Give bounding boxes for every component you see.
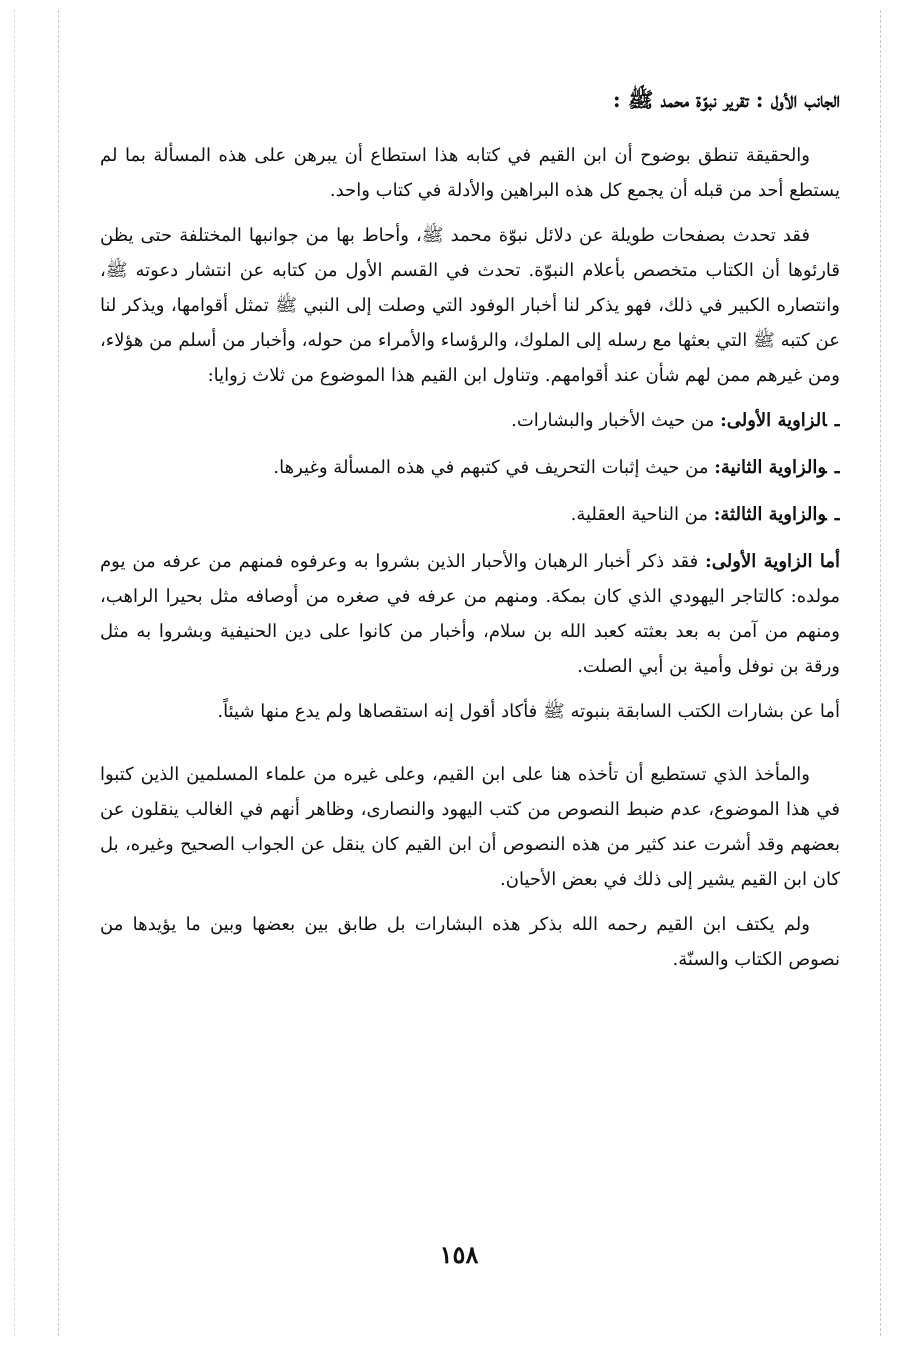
scan-border-outer: [14, 10, 15, 1336]
angle-item-3: [100, 497, 840, 532]
angle-text: من حيث إثبات التحريف في كتبهم في هذه المسألة وغيرها.: [273, 457, 709, 478]
angle-label: والزاوية الثالثة:: [713, 504, 827, 525]
angle-dash: ـ: [834, 457, 840, 478]
first-angle-text: فقد ذكر أخبار الرهبان والأحبار الذين بشروا به وعرفوه فمنهم من عرفه من يوم مولده: كالتاجر اليهودي الذي كان بمكة. ومنهم من عرفه في صغره من أوصافه مثل بحيرا الراهب، ومنهم من آمن به بعد بعثته كعبد الله بن سلام، وأخبار من كانوا على دين الحنيفية وبشروا به مثل ورقة بن نوفل وأمية بن أبي الصلت.: [100, 551, 841, 677]
page-number: ١٥٨: [439, 1240, 479, 1269]
angles-list: [100, 403, 840, 532]
angle-item-2: [100, 450, 840, 485]
scan-border-right: [880, 10, 881, 1336]
angle-label: والزاوية الثانية:: [714, 457, 827, 478]
section-heading-title: : تقرير نبوّة محمد ﷺ :: [612, 87, 764, 112]
angle-text: من حيث الأخبار والبشارات.: [511, 410, 715, 431]
paragraph-evidence: فقد تحدث بصفحات طويلة عن دلائل نبوّة محمد ﷺ، وأحاط بها من جوانبها المختلفة حتى يظن قارئوها أن الكتاب متخصص بأعلام النبوّة. تحدث في القسم الأول من كتابه عن انتشار دعوته ﷺ، وانتصاره الكبير في ذلك، فهو يذكر لنا أخبار الوفود التي وصلت إلى النبي ﷺ تمثل أقوامها، ويذكر لنا عن كتبه ﷺ التي بعثها مع رسله إلى الملوك، والرؤساء والأمراء من حوله، وأخبار من أسلم من هؤلاء، ومن غيرهم ممن لهم شأن عند أقوامهم. وتناول ابن القيم هذا الموضوع من ثلاث زوايا:: [100, 225, 840, 386]
scan-border-left: [58, 10, 59, 1336]
paragraph-conclusion: ولم يكتف ابن القيم رحمه الله بذكر هذه البشارات بل طابق بين بعضها وبين ما يؤيدها من نصوص الكتاب والسنّة.: [100, 914, 840, 970]
angle-text: من الناحية العقلية.: [570, 504, 709, 525]
paragraph-gap: [100, 739, 840, 757]
paragraph-intro: والحقيقة تنطق بوضوح أن ابن القيم في كتابه هذا استطاع أن يبرهن على هذه المسألة بما لم يستطع أحد من قبله أن يجمع كل هذه البراهين والأدلة في كتاب واحد.: [100, 145, 840, 201]
angle-dash: ـ: [834, 410, 840, 431]
section-heading: [100, 78, 840, 122]
angle-label: الزاوية الأولى:: [720, 410, 827, 431]
section-heading-label: الجانب الأول: [770, 87, 840, 112]
page-content: [100, 78, 840, 987]
angle-dash: ـ: [834, 504, 840, 525]
angle-item-1: [100, 403, 840, 438]
first-angle-label: أما الزاوية الأولى:: [705, 551, 841, 572]
paragraph-prophecies: أما عن بشارات الكتب السابقة بنبوته ﷺ فأكاد أقول إنه استقصاها ولم يدع منها شيئاً.: [217, 701, 840, 722]
paragraph-first-angle: [100, 544, 840, 684]
paragraph-criticism: والمأخذ الذي تستطيع أن تأخذه هنا على ابن القيم، وعلى غيره من علماء المسلمين الذين كتبوا في هذا الموضوع، عدم ضبط النصوص من كتب اليهود والنصارى، وظاهر أنهم في الغالب ينقلون عن بعضهم وقد أشرت عند كثير من هذه النصوص أن ابن القيم كان ينقل عن الجواب الصحيح وغيره، بل كان ابن القيم يشير إلى ذلك في بعض الأحيان.: [100, 764, 840, 890]
